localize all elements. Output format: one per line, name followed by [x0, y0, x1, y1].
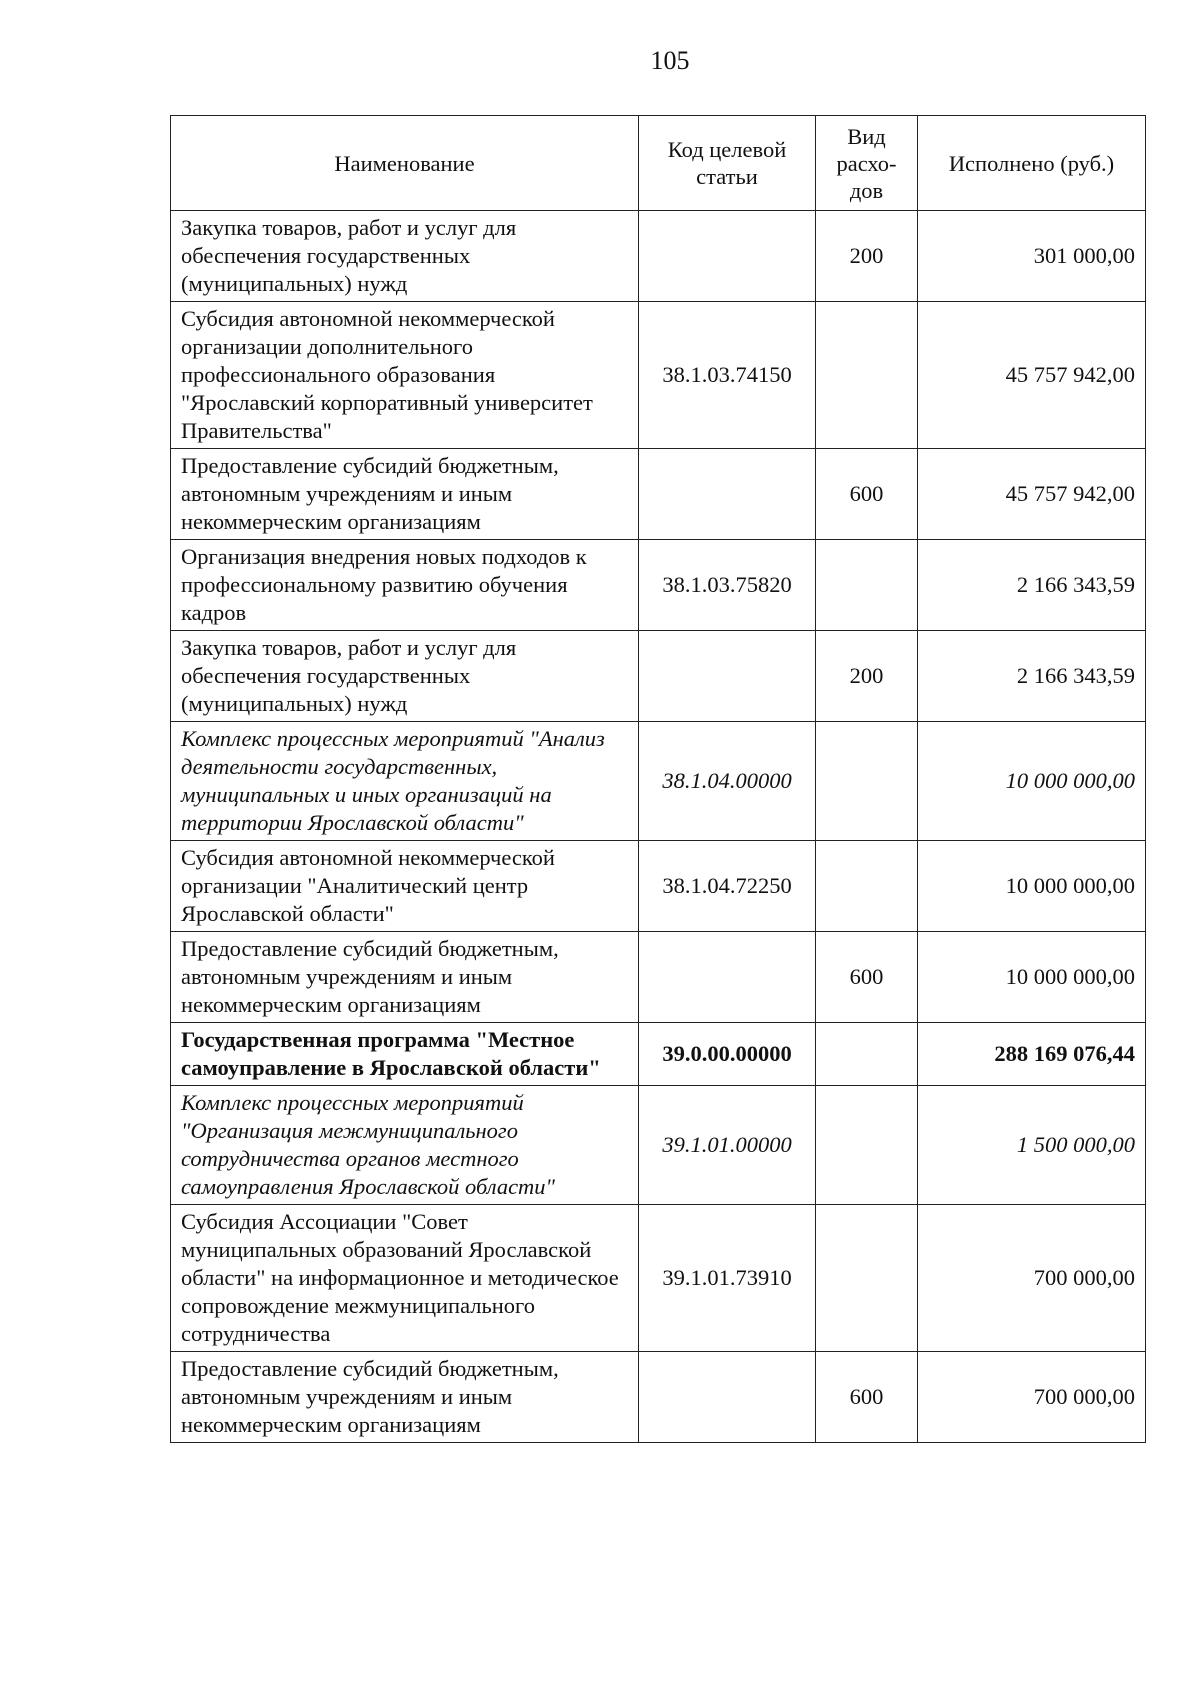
row-type	[816, 1086, 918, 1205]
row-type: 600	[816, 1352, 918, 1443]
row-amount: 10 000 000,00	[918, 841, 1146, 932]
row-code: 38.1.04.72250	[639, 841, 816, 932]
table-row	[171, 631, 1146, 722]
row-amount: 10 000 000,00	[918, 932, 1146, 1023]
table-row	[171, 211, 1146, 302]
table-row	[171, 841, 1146, 932]
row-type: 200	[816, 211, 918, 302]
row-name: Комплекс процессных мероприятий "Организация межмуниципального сотрудничества органов местного самоуправления Ярославской области"	[171, 1086, 639, 1205]
row-type	[816, 1023, 918, 1086]
header-code: Код целевой статьи	[639, 116, 816, 211]
table-row	[171, 1352, 1146, 1443]
row-name: Государственная программа "Местное самоуправление в Ярославской области"	[171, 1023, 639, 1086]
row-amount: 45 757 942,00	[918, 302, 1146, 449]
row-amount: 2 166 343,59	[918, 540, 1146, 631]
row-name: Закупка товаров, работ и услуг для обеспечения государственных (муниципальных) нужд	[171, 211, 639, 302]
table-row	[171, 540, 1146, 631]
row-amount: 1 500 000,00	[918, 1086, 1146, 1205]
row-type: 600	[816, 932, 918, 1023]
row-code: 39.1.01.73910	[639, 1205, 816, 1352]
row-code: 39.1.01.00000	[639, 1086, 816, 1205]
row-code	[639, 1352, 816, 1443]
row-code	[639, 449, 816, 540]
row-code	[639, 932, 816, 1023]
row-type	[816, 302, 918, 449]
row-name: Комплекс процессных мероприятий "Анализ деятельности государственных, муниципальных и иных организаций на территории Ярославской области"	[171, 722, 639, 841]
row-type: 200	[816, 631, 918, 722]
row-name: Предоставление субсидий бюджетным, автономным учреждениям и иным некоммерческим организациям	[171, 449, 639, 540]
row-type	[816, 540, 918, 631]
table-row	[171, 1205, 1146, 1352]
row-code: 38.1.03.75820	[639, 540, 816, 631]
row-amount: 288 169 076,44	[918, 1023, 1146, 1086]
page-number-text: 105	[650, 46, 690, 75]
row-code: 38.1.03.74150	[639, 302, 816, 449]
table-row	[171, 302, 1146, 449]
row-type	[816, 722, 918, 841]
row-name: Закупка товаров, работ и услуг для обеспечения государственных (муниципальных) нужд	[171, 631, 639, 722]
row-type: 600	[816, 449, 918, 540]
row-type	[816, 1205, 918, 1352]
row-name: Субсидия автономной некоммерческой организации дополнительного профессионального образования "Ярославский корпоративный университет Правительства"	[171, 302, 639, 449]
row-amount: 700 000,00	[918, 1205, 1146, 1352]
header-amount: Исполнено (руб.)	[918, 116, 1146, 211]
table-row	[171, 932, 1146, 1023]
row-amount: 2 166 343,59	[918, 631, 1146, 722]
table-row	[171, 1023, 1146, 1086]
row-code	[639, 631, 816, 722]
row-code: 39.0.00.00000	[639, 1023, 816, 1086]
row-name: Предоставление субсидий бюджетным, автономным учреждениям и иным некоммерческим организациям	[171, 1352, 639, 1443]
table-row	[171, 449, 1146, 540]
row-name: Организация внедрения новых подходов к профессиональному развитию обучения кадров	[171, 540, 639, 631]
table-row	[171, 722, 1146, 841]
row-name: Субсидия автономной некоммерческой организации "Аналитический центр Ярославской области"	[171, 841, 639, 932]
row-amount: 45 757 942,00	[918, 449, 1146, 540]
row-code	[639, 211, 816, 302]
row-amount: 700 000,00	[918, 1352, 1146, 1443]
row-amount: 301 000,00	[918, 211, 1146, 302]
row-name: Субсидия Ассоциации "Совет муниципальных образований Ярославской области" на информационное и методическое сопровождение межмуниципального сотрудничества	[171, 1205, 639, 1352]
table-row	[171, 1086, 1146, 1205]
row-amount: 10 000 000,00	[918, 722, 1146, 841]
table-header-row	[171, 116, 1146, 211]
row-code: 38.1.04.00000	[639, 722, 816, 841]
row-name: Предоставление субсидий бюджетным, автономным учреждениям и иным некоммерческим организациям	[171, 932, 639, 1023]
header-type: Вид расхо-дов	[816, 116, 918, 211]
header-name: Наименование	[171, 116, 639, 211]
row-type	[816, 841, 918, 932]
budget-execution-table	[170, 115, 1146, 1443]
